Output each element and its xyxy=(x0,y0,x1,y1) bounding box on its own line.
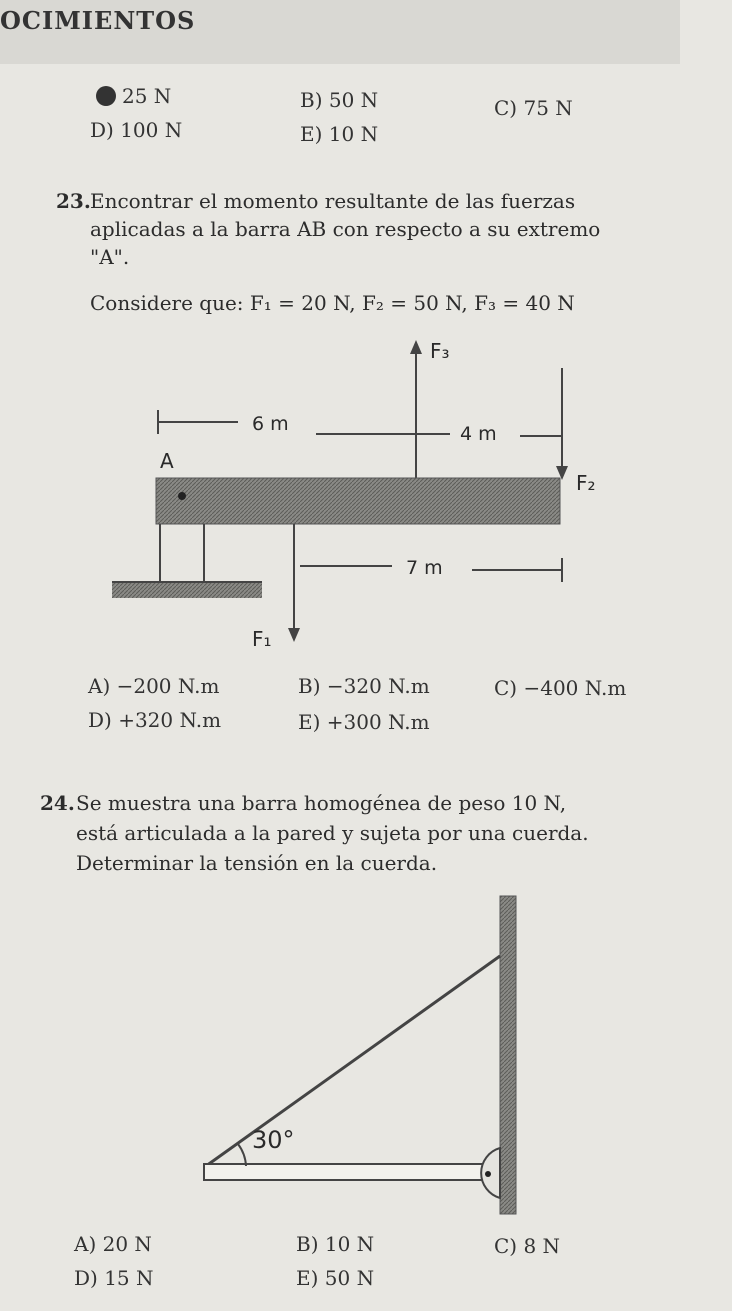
q23-figure xyxy=(0,330,732,660)
q24-text-line2: está articulada a la pared y sujeta por una cuerda. xyxy=(76,821,589,845)
prev-option-d: D) 100 N xyxy=(90,118,183,142)
f1-label: F₁ xyxy=(252,627,272,651)
f3-arrowhead-icon xyxy=(410,340,422,354)
q23-text-line3: "A". xyxy=(90,245,130,269)
hinge-pin-icon xyxy=(485,1171,491,1177)
q24-figure xyxy=(0,890,732,1220)
pivot-a-icon xyxy=(178,492,186,500)
prev-option-e: E) 10 N xyxy=(300,122,379,146)
prev-option-b: B) 50 N xyxy=(300,88,379,112)
f3-label: F₃ xyxy=(430,339,450,363)
q23-number: 23. xyxy=(56,189,91,213)
q24-number: 24. xyxy=(40,791,75,815)
wall xyxy=(500,896,516,1214)
q23-option-c: C) −400 N.m xyxy=(494,676,627,700)
angle-arc xyxy=(238,1144,246,1166)
q24-text-line1: Se muestra una barra homogénea de peso 10 N, xyxy=(76,791,567,815)
q24-text-line3: Determinar la tensión en la cuerda. xyxy=(76,851,438,875)
q23-option-e: E) +300 N.m xyxy=(298,710,430,734)
q23-option-b: B) −320 N.m xyxy=(298,674,430,698)
dimension-6m: 6 m xyxy=(252,413,289,435)
q23-text-line2: aplicadas a la barra AB con respecto a su extremo xyxy=(90,217,601,241)
q23-given-values: Considere que: F₁ = 20 N, F₂ = 50 N, F₃ = 40 N xyxy=(90,291,575,315)
bar-ab xyxy=(156,478,560,524)
rope xyxy=(206,956,500,1166)
answer-mark-icon xyxy=(96,86,116,106)
q24-option-a: A) 20 N xyxy=(74,1232,152,1256)
q24-option-b: B) 10 N xyxy=(296,1232,375,1256)
section-title: OCIMIENTOS xyxy=(0,6,196,35)
q24-option-c: C) 8 N xyxy=(494,1234,561,1258)
q24-option-e: E) 50 N xyxy=(296,1266,375,1290)
prev-option-a: 25 N xyxy=(122,84,172,108)
homogeneous-bar xyxy=(204,1164,500,1180)
q23-text-line1: Encontrar el momento resultante de las fuerzas xyxy=(90,189,576,213)
q23-option-a: A) −200 N.m xyxy=(88,674,220,698)
ground-support xyxy=(112,582,262,598)
dimension-7m: 7 m xyxy=(406,557,443,579)
q23-option-d: D) +320 N.m xyxy=(88,708,222,732)
angle-label: 30° xyxy=(252,1126,295,1154)
dimension-4m: 4 m xyxy=(460,423,497,445)
q24-option-d: D) 15 N xyxy=(74,1266,154,1290)
f1-arrowhead-icon xyxy=(288,628,300,642)
point-a-label: A xyxy=(160,449,174,473)
f2-label: F₂ xyxy=(576,471,596,495)
prev-option-c: C) 75 N xyxy=(494,96,573,120)
